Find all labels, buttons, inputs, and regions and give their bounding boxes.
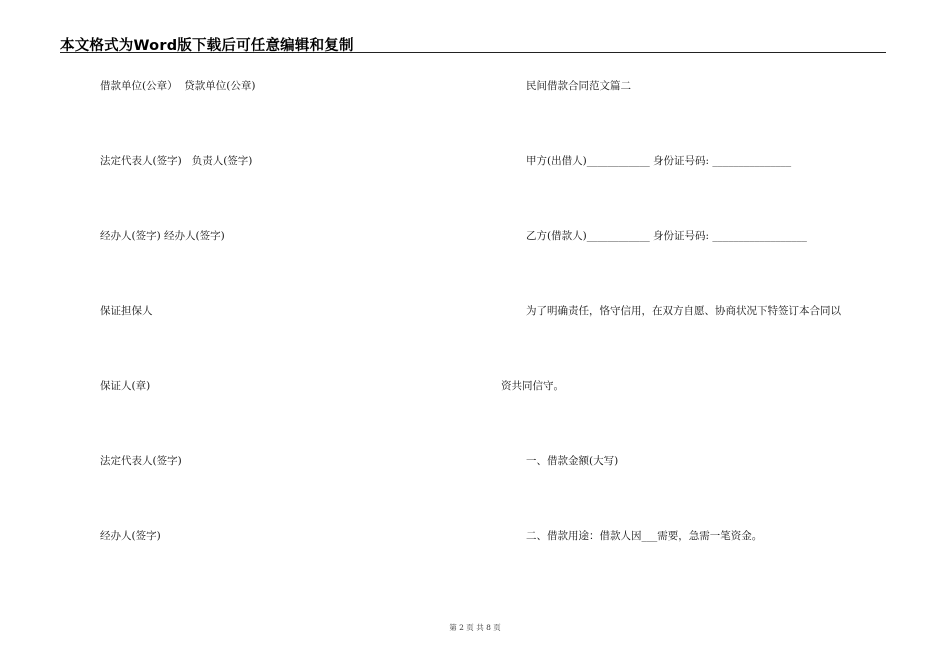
document-header-title: 本文格式为Word版下载后可任意编辑和复制 bbox=[60, 38, 354, 54]
right-line-party-a: 甲方(出借人)____________ 身份证号码: _______________ bbox=[526, 155, 792, 167]
right-line-purpose-intro: 为了明确责任，恪守信用，在双方自愿、协商状况下特签订本合同以 bbox=[526, 305, 841, 317]
left-line-legal-rep-signature: 法定代表人(签字) bbox=[100, 455, 182, 467]
left-line-guarantor: 保证担保人 bbox=[100, 305, 153, 317]
left-line-handler-signature: 经办人(签字) bbox=[100, 530, 161, 542]
right-line-section-title: 民间借款合同范文篇二 bbox=[526, 80, 631, 92]
right-line-loan-amount: 一、借款金额(大写) bbox=[526, 455, 619, 467]
right-line-party-b: 乙方(借款人)____________ 身份证号码: __________________ bbox=[526, 230, 807, 242]
page-number-footer: 第 2 页 共 8 页 bbox=[449, 623, 501, 632]
right-line-loan-purpose: 二、借款用途：借款人因___需要，急需一笔资金。 bbox=[526, 530, 763, 542]
left-line-legal-rep-responsible: 法定代表人(签字) 负责人(签字) bbox=[100, 155, 253, 167]
left-line-guarantor-seal: 保证人(章) bbox=[100, 380, 151, 392]
right-line-purpose-continued: 资共同信守。 bbox=[501, 380, 564, 392]
left-line-borrower-lender-seal: 借款单位(公章） 贷款单位(公章) bbox=[100, 80, 256, 92]
header-divider bbox=[60, 52, 886, 53]
left-line-handlers: 经办人(签字) 经办人(签字) bbox=[100, 230, 225, 242]
